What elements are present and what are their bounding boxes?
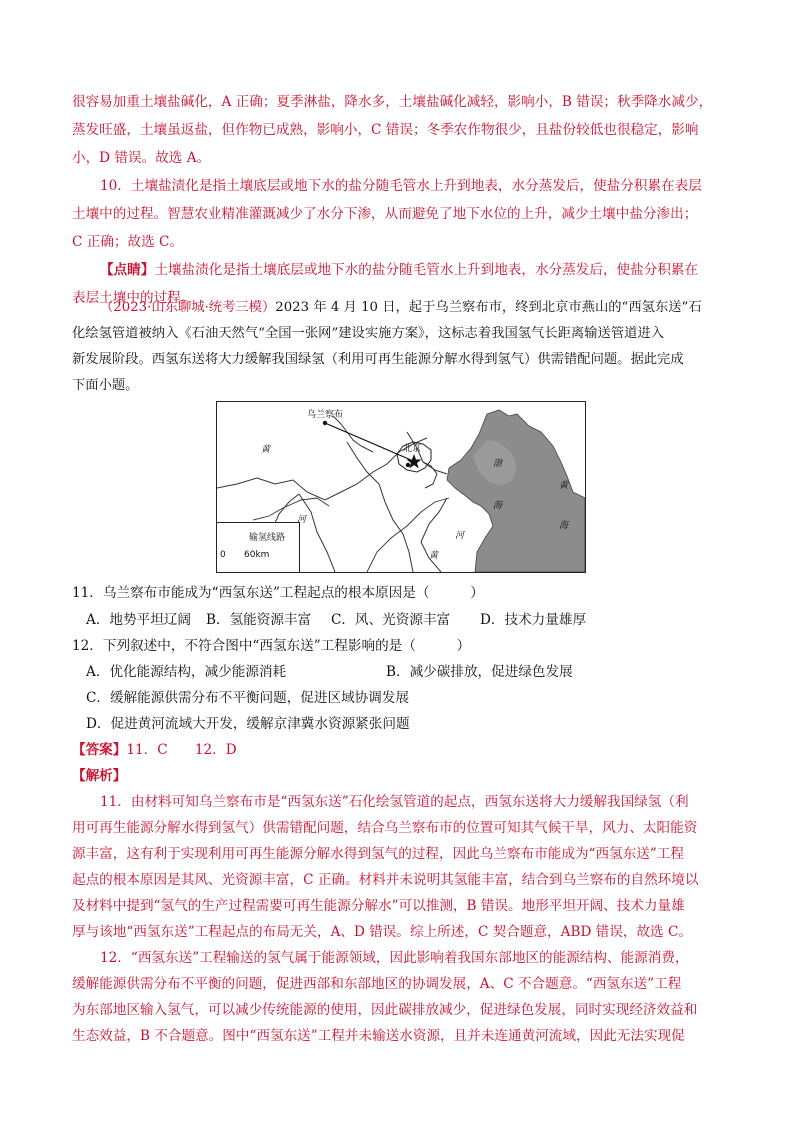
province-boundary [217,438,427,500]
text-line: 蒸发旺盛，土壤虽返盐，但作物已成熟，影响小，C 错误；冬季农作物很少，且盐份较低也很稳定，影响 [72,122,699,138]
q12-option-d: D．促进黄河流域大开发，缓解京津冀水资源紧张问题 [86,716,410,732]
start-point-marker [323,421,327,425]
note-text: 土壤盐渍化是指土壤底层或地下水的盐分随毛管水上升到地表，水分蒸发后，使盐分积累在 [154,262,699,278]
hydrogen-pipeline [325,423,411,460]
material-line: 化绘氢管道被纳入《石油天然气“全国一张网”建设实施方案》，这标志着我国氢气长距离输送管道进入 [72,326,665,341]
analysis-line: 为东部地区输入氢气，可以减少传统能源的使用，因此碳排放减少，促进绿色发展，同时实现经济效益和 [72,1002,698,1018]
border-line [333,416,373,452]
analysis-tag: 【解析】 [72,768,127,784]
legend-label: 输氢线路 [249,533,286,543]
q12-option-b: B．减少碳排放，促进绿色发展 [386,664,573,680]
text-line: 表层土壤中的过程。 [72,290,195,306]
analysis-line: 12．“西氢东送”工程输送的氢气属于能源领域，因此影响着我国东部地区的能源结构、能源消费， [100,950,689,966]
source-tag: （2023·山东聊城·统考三模） [100,300,276,315]
q12-option-a: A．优化能源结构，减少能源消耗 [86,664,287,680]
river-label: 河 [297,515,307,525]
answer-text: 11．C 12．D [126,742,237,758]
text-line: 10．土壤盐渍化是指土壤底层或地下水的盐分随毛管水上升到地表，水分蒸发后，使盐分积累在表层 [100,178,702,194]
sea-label: 海 [559,521,569,531]
q11-option-b: B．氢能资源丰富 [206,612,312,628]
city-label-ulanqab: 乌兰察布 [307,410,344,420]
river-label: 黄 [429,551,439,561]
analysis-line: 及材料中提到“氢气的生产过程需要可再生能源分解水”可以推测，B 错误。地形平坦开阔、技术力量雄 [72,898,685,914]
tianjin-boundary [423,462,437,488]
sea-label: 黄 [559,481,569,491]
analysis-line: 起点的根本原因是其风、光资源丰富，C 正确。材料并未说明其氢能丰富，结合到乌兰察布的自然环境以 [72,872,699,888]
answer-tag: 【答案】 [72,742,127,758]
end-point-marker [406,463,410,467]
analysis-line: 厚与该地“西氢东送”工程起点的布局无关，A、D 错误。综上所述，C 契合题意，ABD 错误，故选 C。 [72,924,692,940]
province-boundary [299,494,335,572]
scale-label-zero: 0 [220,550,226,560]
note-tag: 【点睛】 [100,262,155,278]
material-line-last: 下面小题。 [72,378,139,393]
text-line: 很容易加重土壤盐碱化，A 正确；夏季淋盐，降水多，土壤盐碱化减轻，影响小，B 错误；秋季降水减少， [72,94,713,110]
scale-label-end: 60km [244,550,270,560]
sea-area [447,410,585,572]
analysis-line: 生态效益，B 不合题意。图中“西氢东送”工程并未输送水资源，且并未连通黄河流域，因此无法实现促 [72,1028,685,1044]
analysis-line: 11．由材料可知乌兰察布市是“西氢东送”石化绘氢管道的起点，西氢东送将大力缓解我国绿氢（利 [100,794,689,810]
sea-label: 渤 [493,459,503,469]
question-12-stem: 12．下列叙述中，不符合图中“西氢东送”工程影响的是（ ） [72,638,471,654]
sea-label: 海 [493,501,503,511]
material-line [100,298,702,318]
analysis-line: 用可再生能源分解水得到氢气）供需错配问题，结合乌兰察布市的位置可知其气候干旱，风力、太阳能资 [72,820,698,836]
text-line: C 正确；故选 C。 [72,234,184,250]
question-11-stem: 11．乌兰察布市能成为“西氢东送”工程起点的根本原因是（ ） [72,585,484,601]
river-label: 黄 [261,445,271,455]
answer-line [72,740,237,760]
city-label-beijing: 北京 [403,444,422,454]
analysis-line: 缓解能源供需分布不平衡的问题，促进西部和东部地区的协调发展，A、C 不合题意。“西氢东送”工程 [72,976,682,992]
q11-option-a: A．地势平坦辽阔 [86,612,191,628]
analysis-line: 源丰富，这有利于实现利用可再生能源分解水得到氢气的过程，因此乌兰察布市能成为“西氢东送”工程 [72,846,685,862]
q11-option-d: D．技术力量雄厚 [480,612,587,628]
material-text: 2023 年 4 月 10 日，起于乌兰察布市，终到北京市燕山的“西氢东送”石 [275,300,702,315]
analysis-tag-line [72,766,126,786]
material-line: 新发展阶段。西氢东送将大力缓解我国绿氢（利用可再生能源分解水得到氢气）供需错配问题。据此完成 [72,352,684,367]
river-label: 河 [455,531,465,541]
text-line: 土壤中的过程。智慧农业精准灌溉减少了水分下渗，从而避免了地下水位的上升，减少土壤中盐分渗出； [72,206,698,222]
province-boundary [347,442,413,572]
map-figure [216,401,586,573]
note-line [100,260,698,280]
text-line: 小，D 错误。故选 A。 [72,150,211,166]
q11-option-c: C．风、光资源丰富 [331,612,451,628]
q12-option-c: C．缓解能源供需分布不平衡问题，促进区域协调发展 [86,690,410,706]
yellow-river [253,498,329,520]
